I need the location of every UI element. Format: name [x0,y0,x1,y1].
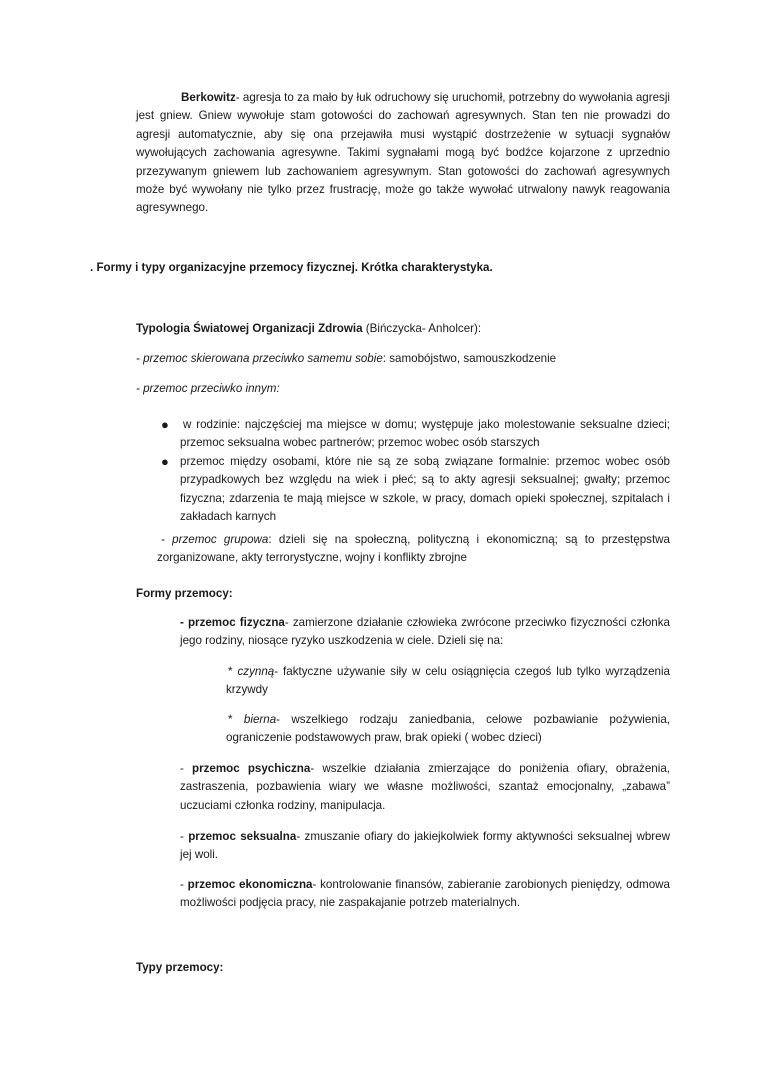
active-violence-text: - faktyczne używanie siły w celu osiągnięcia czegoś lub tylko wyrządzenia krzywdy [226,665,670,697]
group-violence-text: : dzieli się na społeczną, polityczną i ekonomiczną; są to przestępstwa zorganizowane, akty terrorystyczne, wojny i konflikty zbrojne [157,533,670,565]
section-heading: . Formy i typy organizacyjne przemocy fizycznej. Krótka charakterystyka. [90,261,493,274]
self-violence-text: : samobójstwo, samouszkodzenie [382,352,557,365]
physical-violence-text: - zamierzone działanie człowieka zwrócone przeciwko fizyczności członka jego rodziny, niosące ryzyko uszkodzenia w ciele. Dzieli się na: [180,616,670,648]
psychological-violence-paragraph [180,760,670,815]
bullet-dot-icon: ● [161,417,169,432]
group-violence-term: - przemoc grupowa [161,533,269,546]
who-typology-line [136,320,676,338]
berkowitz-paragraph [136,89,670,218]
psychological-violence-term: przemoc psychiczna [192,762,311,775]
bullet-dot-icon: ● [161,454,169,469]
sexual-violence-paragraph [180,828,670,865]
bullet-interpersonal: przemoc między osobami, które nie są ze sobą związane formalnie: przemoc wobec osób przypadkowych bez względu na wiek i płeć; są to akty agresji seksualnej; gwałty; przemoc fizyczna; zdarzenia te mają miejsce w szkole, w pracy, domach opieki społecznej, szpitalach i zakładach karnych [180,455,670,524]
types-heading: Typy przemocy: [136,961,224,974]
active-violence-term: czynną [237,665,275,678]
econ-dash: - [180,878,188,891]
sexual-violence-text: - zmuszanie ofiary do jakiejkolwiek formy aktywności seksualnej wbrew jej woli. [180,830,670,862]
sexual-violence-term: przemoc seksualna [188,830,297,843]
forms-heading: Formy przemocy: [136,587,233,600]
active-star: * [228,665,238,678]
psych-dash: - [180,762,193,775]
sex-dash: - [180,830,189,843]
active-violence-paragraph [226,663,670,700]
economic-violence-term: przemoc ekonomiczna [187,878,313,891]
passive-star: * [228,713,244,726]
berkowitz-text: - agresja to za mało by łuk odruchowy się uruchomił, potrzebny do wywołania agresji jest gniew. Gniew wywołuje stam gotowości do zachowań agresywnych. Stan ten nie prowadzi do agresji automatycznie, aby się ona przejawiła musi wystąpić dostrzeżenie w sytuacji sygnałów wywołujących zachowania agresywne. Takimi sygnałami mogą być bodźce kojarzone z uprzednio przezywanym gniewem lub zachowaniem agresywnym. Stan gotowości do zachowań agresywnych może być wywołany nie tylko przez frustrację, może go także wywołać utrwalony nawyk reagowania agresywnego. [136,91,670,215]
group-violence-paragraph [157,531,670,568]
physical-violence-term: - przemoc fizyczna [180,616,285,629]
bullet-family: w rodzinie: najczęściej ma miejsce w domu; występuje jako molestowanie seksualne dzieci; przemoc seksualna wobec partnerów; przemoc wobec osób starszych [180,418,670,450]
self-violence-line [136,350,676,368]
psychological-violence-text: - wszelkie działania zmierzające do poniżenia ofiary, obrażenia, zastraszenia, pozbawienia wiary we własne możliwości, szantaż emocjonalny, „zabawa” uczuciami członka rodziny, manipulacja. [180,762,670,812]
who-typology-authors: (Bińczycka- Anholcer): [365,322,482,335]
passive-violence-paragraph [226,711,670,748]
economic-violence-paragraph [180,876,670,913]
physical-violence-paragraph [180,614,670,651]
others-violence-line: - przemoc przeciwko innym: [136,382,280,395]
berkowitz-name: Berkowitz [181,91,236,104]
economic-violence-text: - kontrolowanie finansów, zabieranie zarobionych pieniędzy, odmowa możliwości podjęcia pracy, nie zaspakajanie potrzeb materialnych. [180,878,670,910]
who-typology-title: Typologia Światowej Organizacji Zdrowia [136,322,363,335]
passive-violence-term: bierna [243,713,277,726]
self-violence-term: - przemoc skierowana przeciwko samemu sobie [136,352,383,365]
passive-violence-text: - wszelkiego rodzaju zaniedbania, celowe pozbawianie pożywienia, ograniczenie podstawowych praw, brak opieki ( wobec dzieci) [226,713,671,745]
